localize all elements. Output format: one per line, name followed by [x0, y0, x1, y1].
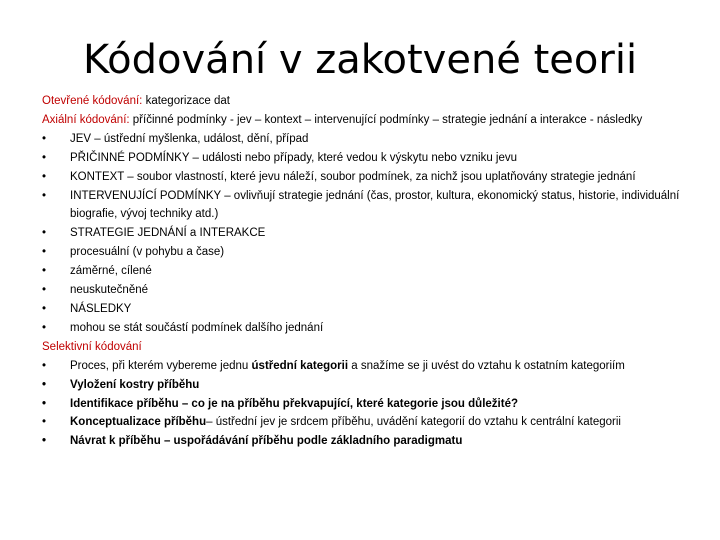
selective-item-3: Identifikace příběhu – co je na příběhu překvapující, které kategorie jsou důležité?	[70, 397, 518, 410]
selective-item-5: Návrat k příběhu – uspořádávání příběhu podle základního paradigmatu	[70, 435, 463, 448]
axial-item-text: procesuální (v pohybu a čase)	[70, 246, 225, 259]
slide-content	[42, 92, 702, 451]
list-item	[42, 432, 702, 451]
axial-item-text: neuskutečněné	[70, 284, 149, 297]
bullet-dot: •	[42, 151, 47, 164]
bullet-dot: •	[42, 416, 47, 429]
list-item	[42, 262, 702, 281]
axial-coding-text: příčinné podmínky - jev – kontext – intervenující podmínky – strategie jednání a interakce - následky	[129, 113, 643, 126]
list-item	[42, 395, 702, 414]
selective-coding-label: Selektivní kódování	[42, 340, 142, 353]
axial-item-text: KONTEXT – soubor vlastností, které jevu náleží, soubor podmínek, za nichž jsou uplatňovány strategie jednání	[70, 170, 636, 183]
bullet-dot: •	[42, 284, 47, 297]
bullet-dot: •	[42, 359, 47, 372]
axial-item-text: NÁSLEDKY	[70, 302, 132, 315]
list-item	[42, 376, 702, 395]
axial-coding-list	[42, 130, 702, 338]
list-item	[42, 300, 702, 319]
bullet-dot: •	[42, 227, 47, 240]
bullet-dot: •	[42, 321, 47, 334]
bullet-dot: •	[42, 189, 47, 202]
axial-item-text: záměrné, cílené	[70, 265, 152, 278]
selective-item-1c: a snažíme se ji uvést do vztahu k ostatním kategoriím	[348, 359, 625, 372]
list-item	[42, 168, 702, 187]
axial-item-text: PŘIČINNÉ PODMÍNKY – události nebo případy, které vedou k výskytu nebo vzniku jevu	[70, 151, 518, 164]
list-item	[42, 224, 702, 243]
bullet-dot: •	[42, 302, 47, 315]
list-item	[42, 357, 702, 376]
list-item	[42, 130, 702, 149]
bullet-dot: •	[42, 246, 47, 259]
axial-coding-line	[42, 111, 702, 130]
selective-item-1a: Proces, při kterém vybereme jednu	[70, 359, 252, 372]
list-item	[42, 243, 702, 262]
selective-item-4a: Konceptualizace příběhu	[70, 416, 207, 429]
bullet-dot: •	[42, 170, 47, 183]
bullet-dot: •	[42, 132, 47, 145]
bullet-dot: •	[42, 265, 47, 278]
selective-item-2: Vyložení kostry příběhu	[70, 378, 200, 391]
list-item	[42, 281, 702, 300]
slide-title: Kódování v zakotvené teorii	[82, 37, 638, 83]
axial-item-text: STRATEGIE JEDNÁNÍ a INTERAKCE	[70, 227, 266, 240]
axial-item-text: mohou se stát součástí podmínek dalšího jednání	[70, 321, 324, 334]
list-item	[42, 319, 702, 338]
bullet-dot: •	[42, 397, 47, 410]
open-coding-label: Otevřené kódování:	[42, 95, 143, 107]
bullet-dot: •	[42, 435, 47, 448]
bullet-dot: •	[42, 378, 47, 391]
axial-coding-label: Axiální kódování:	[42, 113, 130, 126]
selective-item-1b: ústřední kategorii	[251, 359, 349, 372]
selective-item-4b: – ústřední jev je srdcem příběhu, uvádění kategorií do vztahu k centrální kategorii	[206, 416, 621, 429]
axial-item-text: INTERVENUJÍCÍ PODMÍNKY – ovlivňují strategie jednání (čas, prostor, kultura, ekonomický status, historie, individuální biografie, vývoj techniky atd.)	[70, 189, 680, 221]
list-item	[42, 149, 702, 168]
list-item	[42, 187, 702, 225]
list-item	[42, 413, 702, 432]
open-coding-text: kategorizace dat	[142, 95, 230, 107]
axial-item-text: JEV – ústřední myšlenka, událost, dění, případ	[70, 132, 309, 145]
open-coding-line	[42, 92, 702, 111]
